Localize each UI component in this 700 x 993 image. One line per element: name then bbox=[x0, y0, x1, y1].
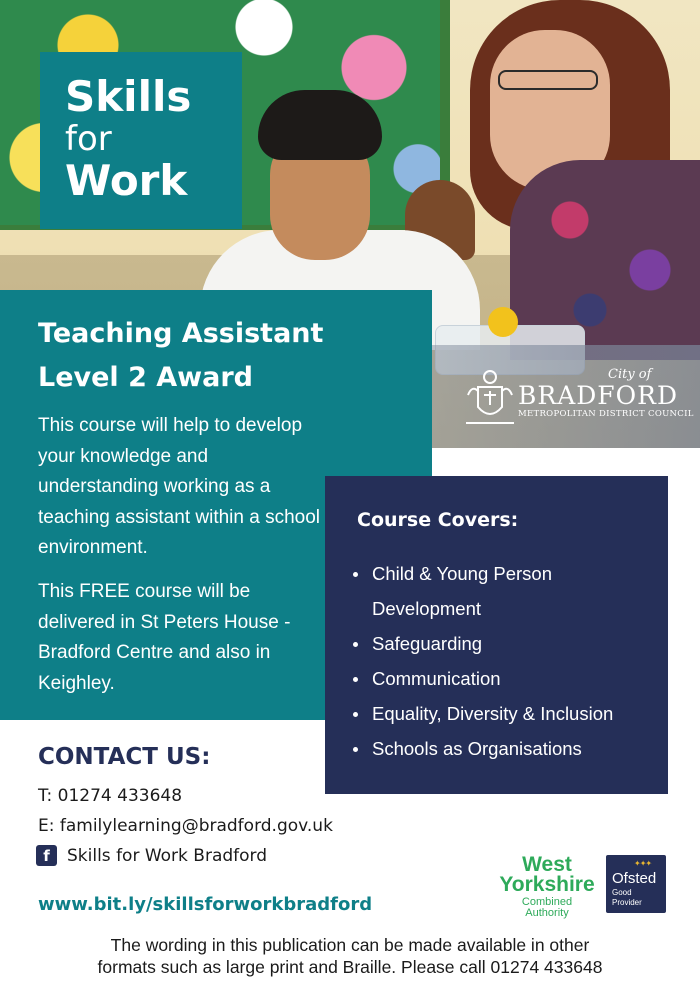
council-city-label: City of bbox=[608, 367, 652, 382]
course-covers-heading: Course Covers: bbox=[357, 509, 519, 531]
contact-heading: CONTACT US: bbox=[38, 744, 211, 770]
teacher-figure bbox=[470, 0, 700, 360]
footer-line-1: The wording in this publication can be made available in other bbox=[110, 935, 590, 955]
council-subtitle: METROPOLITAN DISTRICT COUNCIL bbox=[518, 409, 694, 419]
course-description: This course will help to develop your knowledge and understanding working as a teaching assistant within a school environment. bbox=[38, 415, 320, 558]
wy-logo-line-2: Yorkshire bbox=[499, 873, 595, 896]
badge-line-1: Skills bbox=[65, 72, 192, 121]
list-item: Safeguarding bbox=[353, 626, 653, 661]
contact-phone[interactable]: T: 01274 433648 bbox=[38, 786, 183, 806]
facebook-link[interactable] bbox=[36, 845, 267, 866]
badge-line-3: Work bbox=[65, 156, 188, 205]
footer-line-2: formats such as large print and Braille. Please call 01274 433648 bbox=[97, 957, 603, 977]
west-yorkshire-combined-authority-logo bbox=[497, 855, 597, 919]
ofsted-rating-line-1: Good bbox=[612, 888, 632, 897]
facebook-icon: f bbox=[36, 845, 57, 866]
accessibility-notice bbox=[0, 934, 700, 978]
course-title bbox=[38, 312, 323, 400]
course-covers-list bbox=[353, 556, 653, 766]
boy-figure bbox=[250, 90, 390, 290]
council-name: BRADFORD bbox=[518, 381, 679, 410]
skills-for-work-logo bbox=[40, 52, 242, 229]
contact-email[interactable]: E: familylearning@bradford.gov.uk bbox=[38, 816, 333, 836]
wy-logo-line-1: West bbox=[522, 853, 572, 876]
list-item: Communication bbox=[353, 661, 653, 696]
website-link[interactable]: www.bit.ly/skillsforworkbradford bbox=[38, 894, 373, 915]
course-title-line-1: Teaching Assistant bbox=[38, 318, 324, 349]
stars-icon: ✦✦✦ bbox=[634, 859, 652, 868]
glasses-icon bbox=[498, 70, 598, 90]
yellow-ball bbox=[488, 307, 518, 337]
badge-line-2: for bbox=[65, 119, 112, 159]
list-item: Equality, Diversity & Inclusion bbox=[353, 696, 653, 731]
list-item: Schools as Organisations bbox=[353, 731, 653, 766]
ofsted-name: Ofsted bbox=[612, 870, 657, 887]
coat-of-arms-icon bbox=[464, 365, 516, 427]
bradford-council-logo bbox=[432, 345, 700, 448]
facebook-page-name: Skills for Work Bradford bbox=[67, 845, 268, 866]
ofsted-rating-line-2: Provider bbox=[612, 898, 642, 907]
course-location: This FREE course will be delivered in St Peters House - Bradford Centre and also in Keighley. bbox=[38, 581, 291, 694]
wy-logo-line-3: Combined bbox=[521, 896, 573, 908]
boy-hair bbox=[258, 90, 382, 160]
course-title-line-2: Level 2 Award bbox=[38, 362, 253, 393]
ofsted-logo bbox=[606, 855, 666, 913]
wy-logo-line-4: Authority bbox=[525, 907, 569, 919]
course-covers-box bbox=[325, 476, 668, 794]
list-item: Child & Young Person Development bbox=[353, 556, 653, 626]
